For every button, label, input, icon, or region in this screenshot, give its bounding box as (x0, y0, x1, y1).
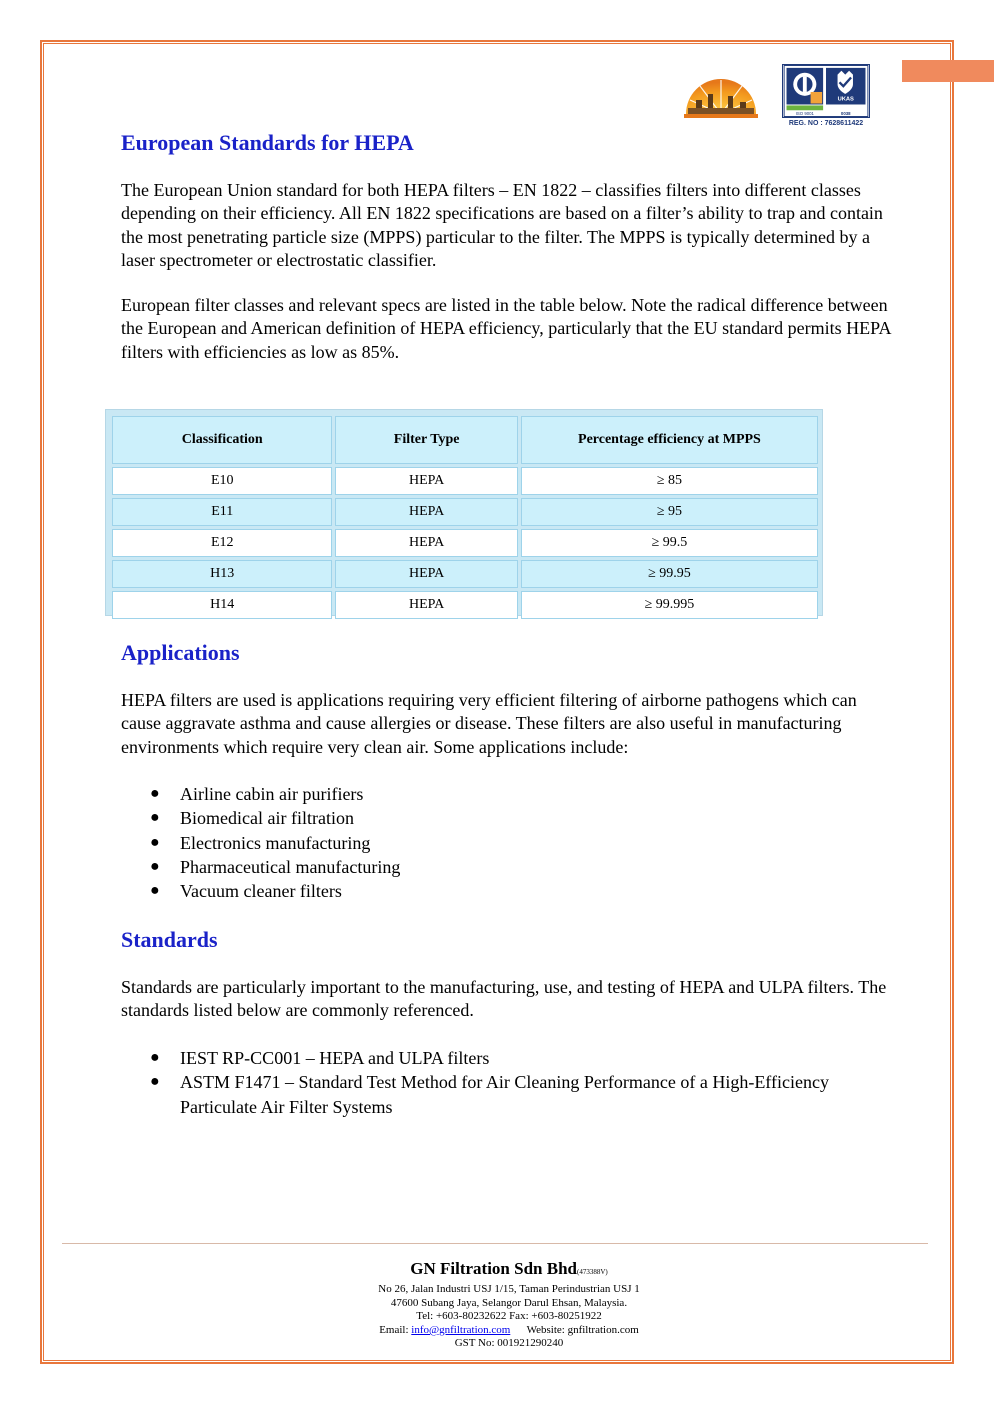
footer-address-1: No 26, Jalan Industri USJ 1/15, Taman Perindustrian USJ 1 (378, 1283, 640, 1295)
bullet-icon: ● (150, 809, 160, 827)
table-header-row (112, 416, 818, 464)
footer-address-2: 47600 Subang Jaya, Selangor Darul Ehsan, Malaysia. (390, 1296, 628, 1309)
table-header-efficiency: Percentage efficiency at MPPS (521, 416, 818, 464)
bullet-icon: ● (150, 833, 160, 851)
certification-badge (782, 64, 870, 130)
iso-text: ISO 9001 (795, 111, 814, 117)
table-cell: H13 (112, 560, 332, 588)
footer-phone: Tel: +603-80232622 Fax: +603-80251922 (416, 1310, 602, 1323)
table-cell: E11 (112, 498, 332, 526)
bullet-icon: ● (150, 857, 160, 875)
list-item-text: Airline cabin air purifiers (180, 784, 364, 804)
table-cell: HEPA (335, 591, 517, 619)
list-item-text: Biomedical air filtration (180, 808, 354, 829)
applications-para: HEPA filters are used is applications requiring very efficient filtering of airborne pathogens which can cause aggravate asthma and cause allergies or disease. These filters are also useful in manufacturing environments which require very clean air. Some applications include: (121, 690, 857, 757)
list-item (121, 1070, 881, 1119)
table-cell: ≥ 99.995 (521, 591, 818, 619)
table-cell: E10 (112, 467, 332, 495)
bullet-icon: ● (150, 1073, 160, 1091)
table-cell: ≥ 99.95 (521, 560, 818, 588)
table-cell: E12 (112, 529, 332, 557)
table-header-filter-type: Filter Type (335, 416, 517, 464)
footer-company (62, 1258, 956, 1283)
email-label: Email: (379, 1323, 409, 1336)
european-standards-heading: European Standards for HEPA (121, 130, 414, 155)
website-text: Website: gnfiltration.com (526, 1323, 639, 1336)
list-item-text: ASTM F1471 – Standard Test Method for Air Cleaning Performance of a High-Efficiency Particulate Air Filter Systems (180, 1072, 829, 1117)
hepa-class-table-container (105, 409, 823, 616)
table-cell: ≥ 95 (521, 498, 818, 526)
hepa-class-table (109, 413, 821, 622)
table-cell: HEPA (335, 498, 517, 526)
bullet-icon: ● (150, 882, 160, 900)
bullet-icon: ● (150, 1049, 160, 1066)
cert-reg-number: REG. NO : 7628611422 (788, 120, 864, 127)
footer (62, 1258, 956, 1351)
table-row (112, 529, 818, 557)
european-para-1: The European Union standard for both HEPA filters – EN 1822 – classifies filters into different classes depending on their efficiency. All EN 1822 specifications are based on a filter’s ability to trap and contain the most penetrating particle size (MPPS) particular to the filter. The MPPS is typically determined by a laser spectrometer or electrostatic classifier. (121, 180, 883, 270)
applications-list (121, 782, 881, 903)
table-cell: H14 (112, 591, 332, 619)
company-reg-number: (473388V) (577, 1268, 608, 1276)
table-row (112, 591, 818, 619)
table-row (112, 498, 818, 526)
list-item-text: Electronics manufacturing (180, 832, 371, 853)
ukas-text: UKAS (837, 96, 854, 103)
list-item (121, 879, 881, 903)
table-header-classification: Classification (112, 416, 332, 464)
table-cell: HEPA (335, 529, 517, 557)
list-item (121, 855, 881, 879)
table-cell: HEPA (335, 467, 517, 495)
table-cell: ≥ 85 (521, 467, 818, 495)
ukas-code: 0038 (840, 111, 851, 117)
applications-heading: Applications (121, 640, 240, 665)
list-item (121, 782, 881, 806)
standards-heading: Standards (121, 927, 218, 952)
list-item-text: Pharmaceutical manufacturing (180, 856, 401, 877)
footer-gst: GST No: 001921290240 (454, 1337, 564, 1350)
company-logo (684, 70, 758, 118)
european-para-2: European filter classes and relevant specs are listed in the table below. Note the radical difference between the European and American definition of HEPA efficiency, particularly that the EU standard permits HEPA filters with efficiencies as low as 85%. (121, 295, 891, 362)
table-cell: ≥ 99.5 (521, 529, 818, 557)
list-item-text: IEST RP-CC001 – HEPA and ULPA filters (180, 1048, 490, 1068)
footer-contact (62, 1324, 956, 1338)
table-cell: HEPA (335, 560, 517, 588)
list-item (121, 1046, 881, 1070)
corner-tab (902, 60, 994, 82)
company-name: GN Filtration Sdn Bhd (410, 1259, 578, 1278)
list-item (121, 831, 881, 855)
table-row (112, 467, 818, 495)
list-item-text: Vacuum cleaner filters (180, 881, 342, 902)
table-row (112, 560, 818, 588)
standards-list (121, 1046, 881, 1119)
footer-divider (62, 1243, 928, 1244)
bullet-icon: ● (150, 785, 160, 802)
list-item (121, 806, 881, 830)
standards-para: Standards are particularly important to the manufacturing, use, and testing of HEPA and ULPA filters. The standards listed below are commonly referenced. (121, 977, 887, 1021)
iso-ukas-logo (782, 64, 870, 118)
email-link[interactable]: info@gnfiltration.com (411, 1323, 511, 1336)
